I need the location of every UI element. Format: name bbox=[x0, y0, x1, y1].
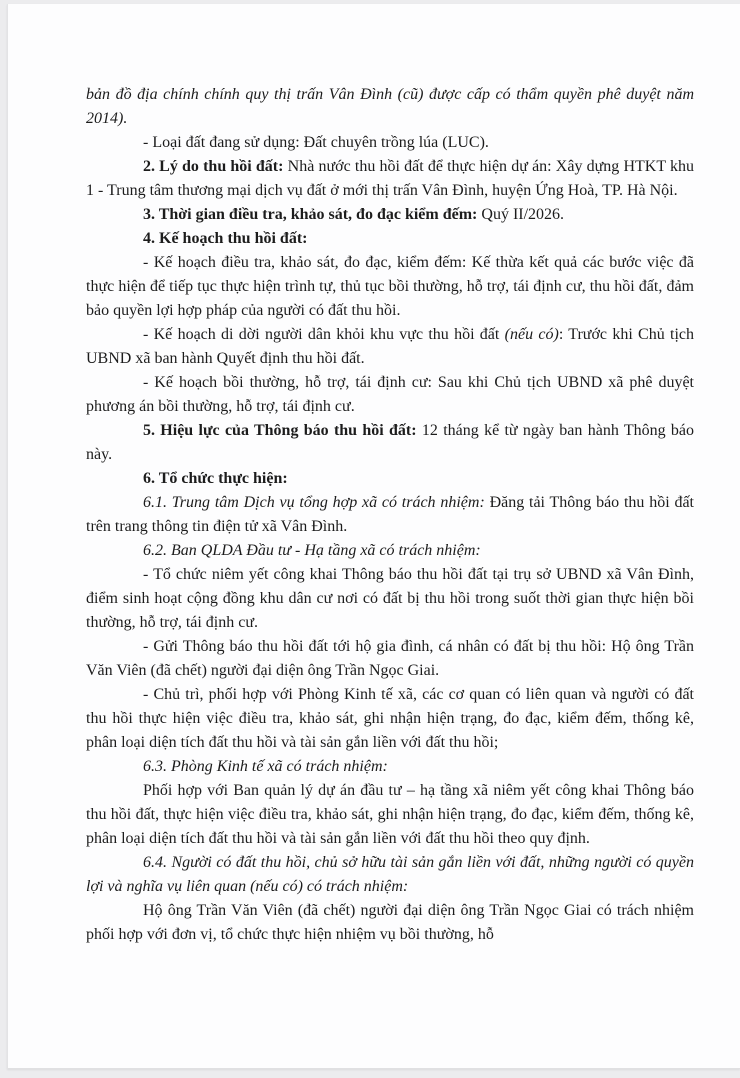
text-run: Quý II/2026. bbox=[481, 206, 565, 223]
document-paragraph bbox=[86, 683, 694, 755]
text-run: 12 tháng kể từ ngày ban hành Thông báo này. bbox=[86, 422, 695, 463]
document-paragraph bbox=[86, 155, 694, 203]
text-run: - Kế hoạch di dời người dân khỏi khu vực thu hồi đất bbox=[143, 326, 505, 343]
text-run: - Tổ chức niêm yết công khai Thông báo thu hồi đất tại trụ sở UBND xã Vân Đình, điểm sinh hoạt cộng đồng khu dân cư nơi có đất bị thu hồi trong suốt thời gian thực hiện bồi thường, hỗ trợ, tái định cư. bbox=[86, 566, 694, 631]
text-run: - Loại đất đang sử dụng: Đất chuyên trồng lúa (LUC). bbox=[143, 134, 489, 151]
text-run: 5. Hiệu lực của Thông báo thu hồi đất: bbox=[143, 422, 422, 439]
document-paragraph bbox=[86, 491, 694, 539]
text-run: 6.4. Người có đất thu hồi, chủ sở hữu tài sản gắn liền với đất, những người có quyền lợi và nghĩa vụ liên quan (nếu có) có trách nhiệm: bbox=[86, 854, 694, 895]
document-paragraph bbox=[86, 899, 694, 947]
document-paragraph bbox=[86, 635, 694, 683]
document-paragraph bbox=[86, 419, 694, 467]
text-run: 2. Lý do thu hồi đất: bbox=[143, 158, 288, 175]
text-run: Hộ ông Trần Văn Viên (đã chết) người đại diện ông Trần Ngọc Giai có trách nhiệm phối hợp với đơn vị, tổ chức thực hiện nhiệm vụ bồi thường, hỗ bbox=[86, 902, 694, 943]
text-run: 6.1. Trung tâm Dịch vụ tổng hợp xã có trách nhiệm: bbox=[143, 494, 490, 511]
text-run: 6.3. Phòng Kinh tế xã có trách nhiệm: bbox=[143, 758, 388, 775]
document-paragraph bbox=[86, 203, 694, 227]
document-paragraph bbox=[86, 131, 694, 155]
document-paragraph bbox=[86, 371, 694, 419]
text-run: - Chủ trì, phối hợp với Phòng Kinh tế xã, các cơ quan có liên quan và người có đất thu hồi thực hiện việc điều tra, khảo sát, ghi nhận hiện trạng, đo đạc, kiểm đếm, thống kê, phân loại diện tích đất thu hồi và tài sản gắn liền với đất thu hồi; bbox=[86, 686, 694, 751]
document-paragraph bbox=[86, 323, 694, 371]
document-paragraph bbox=[86, 251, 694, 323]
document-paragraph bbox=[86, 779, 694, 851]
text-run: 4. Kế hoạch thu hồi đất: bbox=[143, 230, 308, 247]
text-run: (nếu có) bbox=[504, 326, 559, 343]
text-run: - Kế hoạch điều tra, khảo sát, đo đạc, kiểm đếm: Kế thừa kết quả các bước việc đã thực hiện để tiếp tục thực hiện trình tự, thủ tục bồi thường, hỗ trợ, tái định cư, thu hồi đất, đảm bảo quyền lợi hợp pháp của người có đất thu hồi. bbox=[86, 254, 694, 319]
document-paragraph bbox=[86, 227, 694, 251]
document-paragraph bbox=[86, 563, 694, 635]
document-body bbox=[86, 83, 694, 947]
text-run: - Kế hoạch bồi thường, hỗ trợ, tái định cư: Sau khi Chủ tịch UBND xã phê duyệt phương án bồi thường, hỗ trợ, tái định cư. bbox=[86, 374, 694, 415]
document-paragraph bbox=[86, 83, 694, 131]
text-run: : Trước khi Chủ tịch UBND xã ban hành Quyết định thu hồi đất. bbox=[86, 326, 695, 367]
text-run: 3. Thời gian điều tra, khảo sát, đo đạc kiểm đếm: bbox=[143, 206, 482, 223]
document-paragraph bbox=[86, 539, 694, 563]
document-paragraph bbox=[86, 755, 694, 779]
document-paragraph bbox=[86, 851, 694, 899]
text-run: Nhà nước thu hồi đất để thực hiện dự án: Xây dựng HTKT khu 1 - Trung tâm thương mại dịch vụ đất ở mới thị trấn Vân Đình, huyện Ứng Hoà, TP. Hà Nội. bbox=[86, 158, 695, 199]
text-run: 6. Tổ chức thực hiện: bbox=[143, 470, 288, 487]
document-paragraph bbox=[86, 467, 694, 491]
text-run: - Gửi Thông báo thu hồi đất tới hộ gia đình, cá nhân có đất bị thu hồi: Hộ ông Trần Văn Viên (đã chết) người đại diện ông Trần Ngọc Giai. bbox=[86, 638, 694, 679]
text-run: Đăng tải Thông báo thu hồi đất trên trang thông tin điện tử xã Vân Đình. bbox=[86, 494, 694, 535]
text-run: Phối hợp với Ban quản lý dự án đầu tư – hạ tầng xã niêm yết công khai Thông báo thu hồi đất, thực hiện việc điều tra, khảo sát, ghi nhận hiện trạng, đo đạc, kiểm đếm, thống kê, phân loại diện tích đất thu hồi và tài sản gắn liền với đất thu hồi theo quy định. bbox=[86, 782, 694, 847]
text-run: bản đồ địa chính chính quy thị trấn Vân Đình (cũ) được cấp có thẩm quyền phê duyệt năm 2014). bbox=[86, 86, 694, 127]
text-run: 6.2. Ban QLDA Đầu tư - Hạ tầng xã có trách nhiệm: bbox=[143, 542, 481, 559]
document-page bbox=[7, 4, 740, 1069]
